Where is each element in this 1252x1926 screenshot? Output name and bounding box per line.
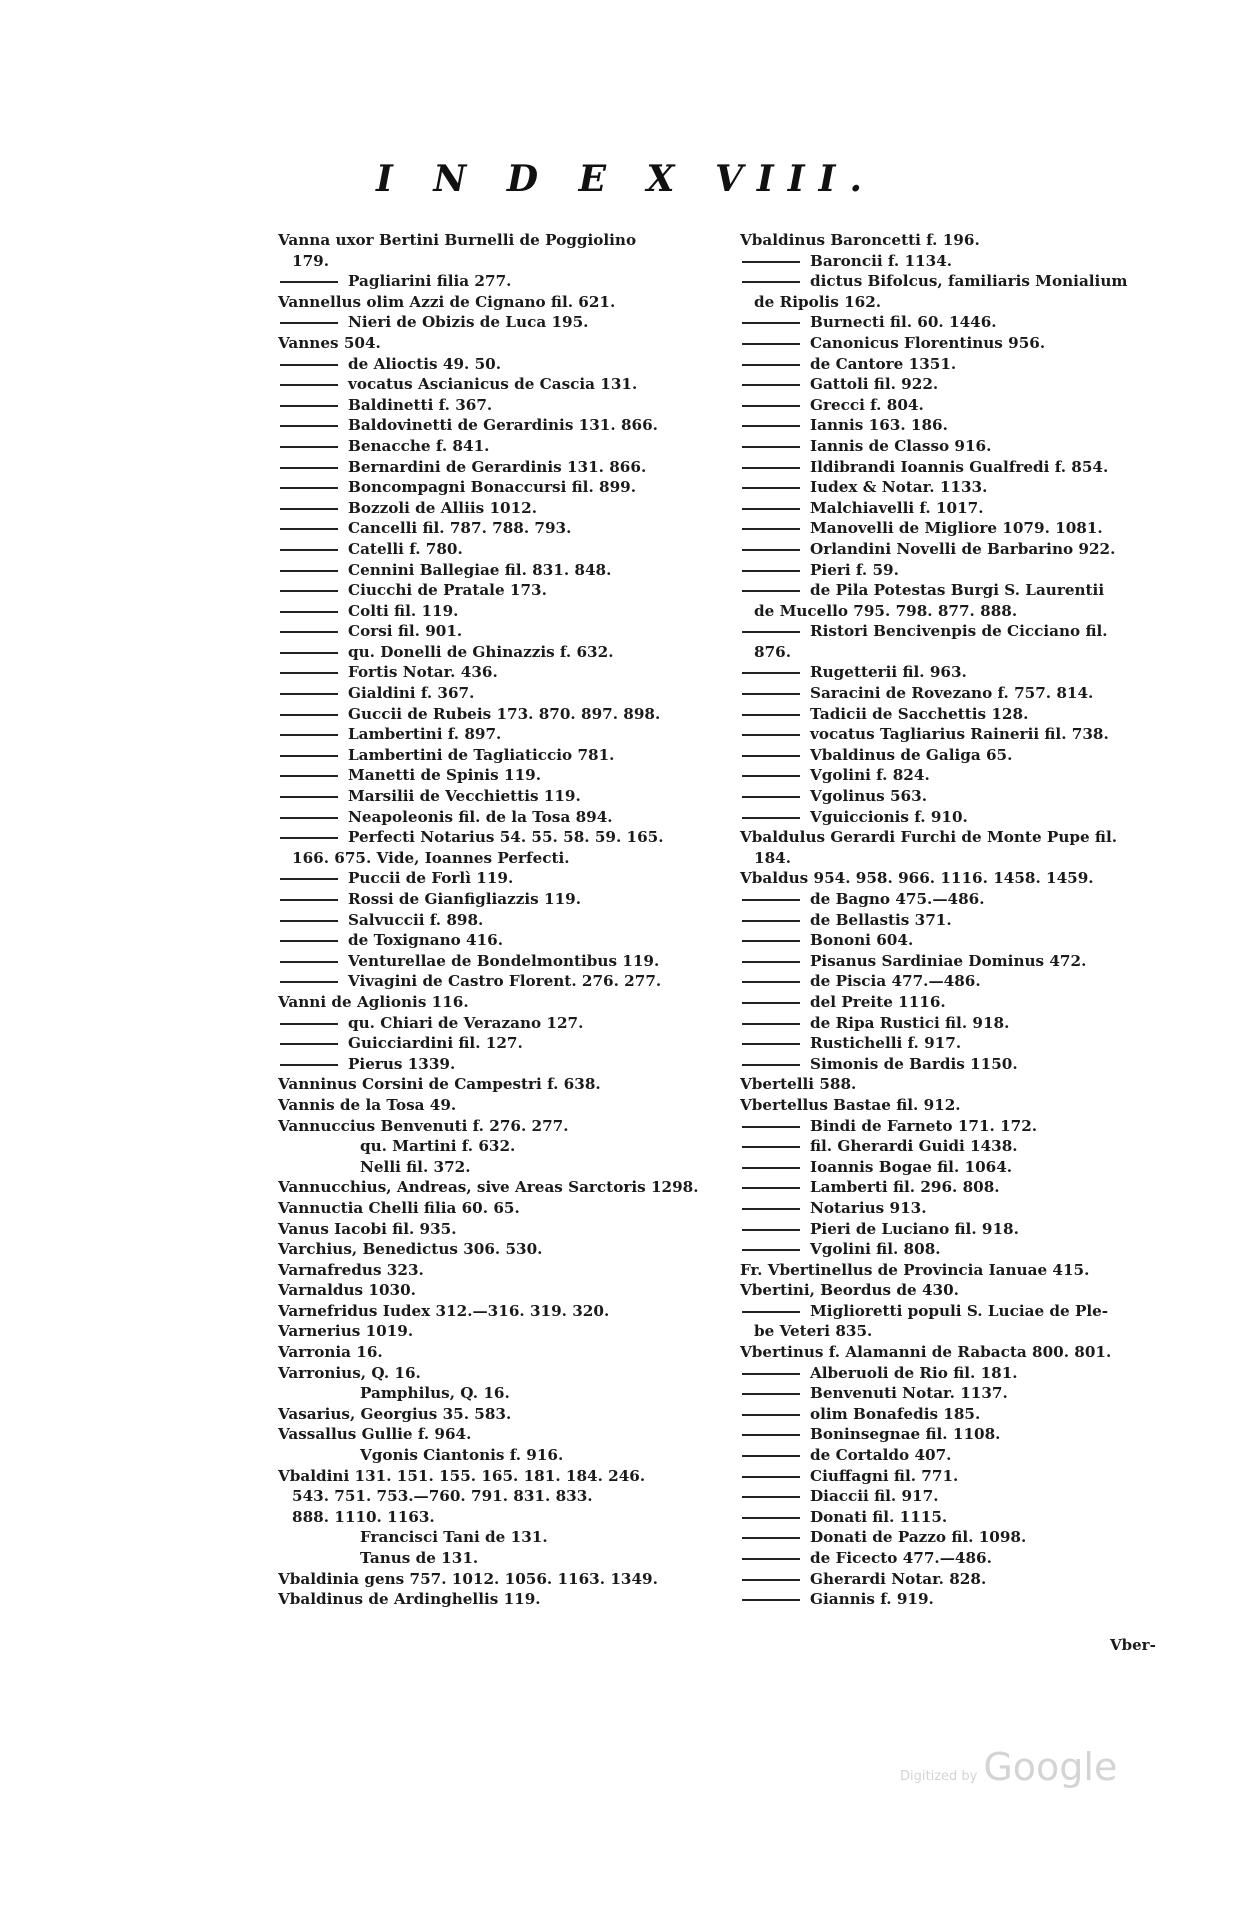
index-entry: fil. Gherardi Guidi 1438. — [740, 1136, 1170, 1157]
index-entry: Corsi fil. 901. — [278, 621, 708, 642]
index-entry: Varronia 16. — [278, 1343, 383, 1362]
index-entry: de Cantore 1351. — [740, 354, 1170, 375]
index-entry: de Pila Potestas Burgi S. Laurentii — [740, 580, 1170, 601]
index-entry: de Mucello 795. 798. 877. 888. — [754, 601, 1018, 620]
index-entry: Alberuoli de Rio fil. 181. — [740, 1363, 1170, 1384]
index-entry: Cennini Ballegiae fil. 831. 848. — [278, 560, 708, 581]
index-column-right — [740, 230, 1170, 1610]
index-entry: Lambertini de Tagliaticcio 781. — [278, 745, 708, 766]
index-entry: Vanus Iacobi fil. 935. — [278, 1219, 457, 1238]
index-entry: Baldinetti f. 367. — [278, 395, 708, 416]
index-entry: vocatus Tagliarius Rainerii fil. 738. — [740, 724, 1170, 745]
index-entry: qu. Donelli de Ghinazzis f. 632. — [278, 642, 708, 663]
index-entry: olim Bonafedis 185. — [740, 1404, 1170, 1425]
index-entry: Donati de Pazzo fil. 1098. — [740, 1527, 1170, 1548]
index-entry: dictus Bifolcus, familiaris Monialium — [740, 271, 1170, 292]
catchword: Vber- — [1110, 1636, 1156, 1654]
index-entry: Pierus 1339. — [278, 1054, 708, 1075]
index-entry: Ildibrandi Ioannis Gualfredi f. 854. — [740, 457, 1170, 478]
index-entry: Manetti de Spinis 119. — [278, 765, 708, 786]
index-entry: 543. 751. 753.—760. 791. 831. 833. — [292, 1487, 593, 1506]
index-entry: Notarius 913. — [740, 1198, 1170, 1219]
index-entry: Neapoleonis fil. de la Tosa 894. — [278, 807, 708, 828]
index-entry: Vasarius, Georgius 35. 583. — [278, 1404, 512, 1423]
index-entry: Bindi de Farneto 171. 172. — [740, 1116, 1170, 1137]
index-entry: Guicciardini fil. 127. — [278, 1033, 708, 1054]
index-entry: Tanus de 131. — [360, 1549, 479, 1567]
index-entry: Varronius, Q. 16. — [278, 1363, 421, 1382]
index-entry: Catelli f. 780. — [278, 539, 708, 560]
index-entry: Rustichelli f. 917. — [740, 1033, 1170, 1054]
index-entry: Bononi 604. — [740, 930, 1170, 951]
index-entry: Orlandini Novelli de Barbarino 922. — [740, 539, 1170, 560]
index-entry: Burnecti fil. 60. 1446. — [740, 312, 1170, 333]
index-entry: Pisanus Sardiniae Dominus 472. — [740, 951, 1170, 972]
index-entry: 184. — [754, 848, 791, 867]
index-entry: Simonis de Bardis 1150. — [740, 1054, 1170, 1075]
index-entry: Vbaldinus Baroncetti f. 196. — [740, 231, 980, 249]
index-entry: Perfecti Notarius 54. 55. 58. 59. 165. — [278, 827, 708, 848]
index-entry: Vannuccius Benvenuti f. 276. 277. — [278, 1116, 569, 1135]
index-entry: de Cortaldo 407. — [740, 1445, 1170, 1466]
index-entry: Ciuffagni fil. 771. — [740, 1466, 1170, 1487]
index-entry: Donati fil. 1115. — [740, 1507, 1170, 1528]
index-entry: Vassallus Gullie f. 964. — [278, 1425, 472, 1444]
index-entry: Miglioretti populi S. Luciae de Ple- — [740, 1301, 1170, 1322]
index-entry: de Bagno 475.—486. — [740, 889, 1170, 910]
index-entry: Ioannis Bogae fil. 1064. — [740, 1157, 1170, 1178]
index-entry: Benacche f. 841. — [278, 436, 708, 457]
index-entry: Canonicus Florentinus 956. — [740, 333, 1170, 354]
index-entry: Vivagini de Castro Florent. 276. 277. — [278, 971, 708, 992]
index-entry: Manovelli de Migliore 1079. 1081. — [740, 518, 1170, 539]
index-entry: Puccii de Forlì 119. — [278, 868, 708, 889]
index-entry: 876. — [754, 642, 791, 661]
index-entry: Vbaldinia gens 757. 1012. 1056. 1163. 1349. — [278, 1569, 658, 1588]
index-entry: Varnafredus 323. — [278, 1260, 424, 1279]
index-entry: Bernardini de Gerardinis 131. 866. — [278, 457, 708, 478]
index-entry: Rugetterii fil. 963. — [740, 662, 1170, 683]
index-entry: Vbertinus f. Alamanni de Rabacta 800. 801. — [740, 1343, 1112, 1362]
watermark-name: Google — [983, 1745, 1118, 1789]
index-entry: Gattoli fil. 922. — [740, 374, 1170, 395]
index-entry: Ciucchi de Pratale 173. — [278, 580, 708, 601]
index-entry: Vbaldus 954. 958. 966. 1116. 1458. 1459. — [740, 869, 1094, 888]
index-entry: del Preite 1116. — [740, 992, 1170, 1013]
index-entry: Giannis f. 919. — [740, 1589, 1170, 1610]
index-entry: Gherardi Notar. 828. — [740, 1569, 1170, 1590]
index-entry: Vannuctia Chelli filia 60. 65. — [278, 1198, 520, 1217]
index-entry: qu. Chiari de Verazano 127. — [278, 1013, 708, 1034]
index-column-left — [278, 230, 708, 1610]
index-entry: Vbaldinus de Ardinghellis 119. — [278, 1590, 541, 1609]
index-entry: Vannes 504. — [278, 333, 381, 352]
page-title: I N D E X VIII. — [376, 158, 876, 200]
index-entry: Vgolini fil. 808. — [740, 1239, 1170, 1260]
index-entry: Pagliarini filia 277. — [278, 271, 708, 292]
index-entry: Boninsegnae fil. 1108. — [740, 1424, 1170, 1445]
index-entry: Lambertini f. 897. — [278, 724, 708, 745]
index-entry: Fr. Vbertinellus de Provincia Ianuae 415. — [740, 1260, 1090, 1279]
index-entry: Venturellae de Bondelmontibus 119. — [278, 951, 708, 972]
index-entry: Iudex & Notar. 1133. — [740, 477, 1170, 498]
index-entry: Marsilii de Vecchiettis 119. — [278, 786, 708, 807]
index-entry: Malchiavelli f. 1017. — [740, 498, 1170, 519]
index-entry: 179. — [292, 251, 329, 270]
index-entry: de Ripolis 162. — [754, 292, 882, 311]
index-entry: Vbaldini 131. 151. 155. 165. 181. 184. 246. — [278, 1466, 646, 1485]
index-entry: Nieri de Obizis de Luca 195. — [278, 312, 708, 333]
index-entry: Pamphilus, Q. 16. — [360, 1384, 510, 1403]
index-entry: 166. 675. Vide, Ioannes Perfecti. — [292, 848, 570, 867]
index-entry: de Alioctis 49. 50. — [278, 354, 708, 375]
index-entry: be Veteri 835. — [754, 1322, 873, 1341]
index-entry: Cancelli fil. 787. 788. 793. — [278, 518, 708, 539]
index-entry: Bozzoli de Alliis 1012. — [278, 498, 708, 519]
index-entry: Ristori Bencivenpis de Cicciano fil. — [740, 621, 1170, 642]
index-entry: Varnefridus Iudex 312.—316. 319. 320. — [278, 1301, 610, 1320]
index-entry: Varchius, Benedictus 306. 530. — [278, 1240, 543, 1259]
index-entry: Vgolinus 563. — [740, 786, 1170, 807]
index-entry: Fortis Notar. 436. — [278, 662, 708, 683]
watermark-prefix: Digitized by — [900, 1769, 978, 1784]
index-entry: Vbertelli 588. — [740, 1075, 857, 1094]
index-entry: de Ficecto 477.—486. — [740, 1548, 1170, 1569]
index-entry: Vgonis Ciantonis f. 916. — [360, 1446, 564, 1465]
index-entry: vocatus Ascianicus de Cascia 131. — [278, 374, 708, 395]
index-entry: Iannis de Classo 916. — [740, 436, 1170, 457]
index-entry: Salvuccii f. 898. — [278, 910, 708, 931]
index-entry: Pieri f. 59. — [740, 560, 1170, 581]
index-entry: Vbaldinus de Galiga 65. — [740, 745, 1170, 766]
index-entry: Tadicii de Sacchettis 128. — [740, 704, 1170, 725]
index-entry: qu. Martini f. 632. — [360, 1137, 516, 1156]
index-entry: Vannis de la Tosa 49. — [278, 1095, 457, 1114]
index-entry: Vanna uxor Bertini Burnelli de Poggiolino — [278, 231, 637, 249]
index-entry: Gialdini f. 367. — [278, 683, 708, 704]
index-entry: Lamberti fil. 296. 808. — [740, 1177, 1170, 1198]
index-entry: de Ripa Rustici fil. 918. — [740, 1013, 1170, 1034]
index-entry: Saracini de Rovezano f. 757. 814. — [740, 683, 1170, 704]
index-entry: Francisci Tani de 131. — [360, 1528, 548, 1547]
index-entry: Baldovinetti de Gerardinis 131. 866. — [278, 415, 708, 436]
index-entry: Varnaldus 1030. — [278, 1281, 416, 1300]
index-entry: Iannis 163. 186. — [740, 415, 1170, 436]
index-entry: Vguiccionis f. 910. — [740, 807, 1170, 828]
index-entry: Varnerius 1019. — [278, 1322, 414, 1341]
index-entry: Colti fil. 119. — [278, 601, 708, 622]
index-entry: Vbaldulus Gerardi Furchi de Monte Pupe fil. — [740, 828, 1118, 847]
index-entry: Vbertini, Beordus de 430. — [740, 1281, 959, 1300]
index-entry: de Piscia 477.—486. — [740, 971, 1170, 992]
index-entry: Vannucchius, Andreas, sive Areas Sarctoris 1298. — [278, 1178, 699, 1197]
index-entry: Diaccii fil. 917. — [740, 1486, 1170, 1507]
index-entry: Grecci f. 804. — [740, 395, 1170, 416]
index-entry: de Toxignano 416. — [278, 930, 708, 951]
index-entry: Vannellus olim Azzi de Cignano fil. 621. — [278, 292, 616, 311]
index-entry: Benvenuti Notar. 1137. — [740, 1383, 1170, 1404]
digitization-watermark — [900, 1745, 1117, 1789]
index-entry: Boncompagni Bonaccursi fil. 899. — [278, 477, 708, 498]
index-entry: Nelli fil. 372. — [360, 1157, 471, 1176]
index-entry: Vgolini f. 824. — [740, 765, 1170, 786]
index-entry: Vbertellus Bastae fil. 912. — [740, 1095, 961, 1114]
index-entry: Baroncii f. 1134. — [740, 251, 1170, 272]
index-entry: de Bellastis 371. — [740, 910, 1170, 931]
index-entry: Guccii de Rubeis 173. 870. 897. 898. — [278, 704, 708, 725]
index-entry: Pieri de Luciano fil. 918. — [740, 1219, 1170, 1240]
index-entry: 888. 1110. 1163. — [292, 1507, 435, 1526]
index-entry: Vanninus Corsini de Campestri f. 638. — [278, 1075, 601, 1094]
index-entry: Vanni de Aglionis 116. — [278, 992, 469, 1011]
index-entry: Rossi de Gianfigliazzis 119. — [278, 889, 708, 910]
